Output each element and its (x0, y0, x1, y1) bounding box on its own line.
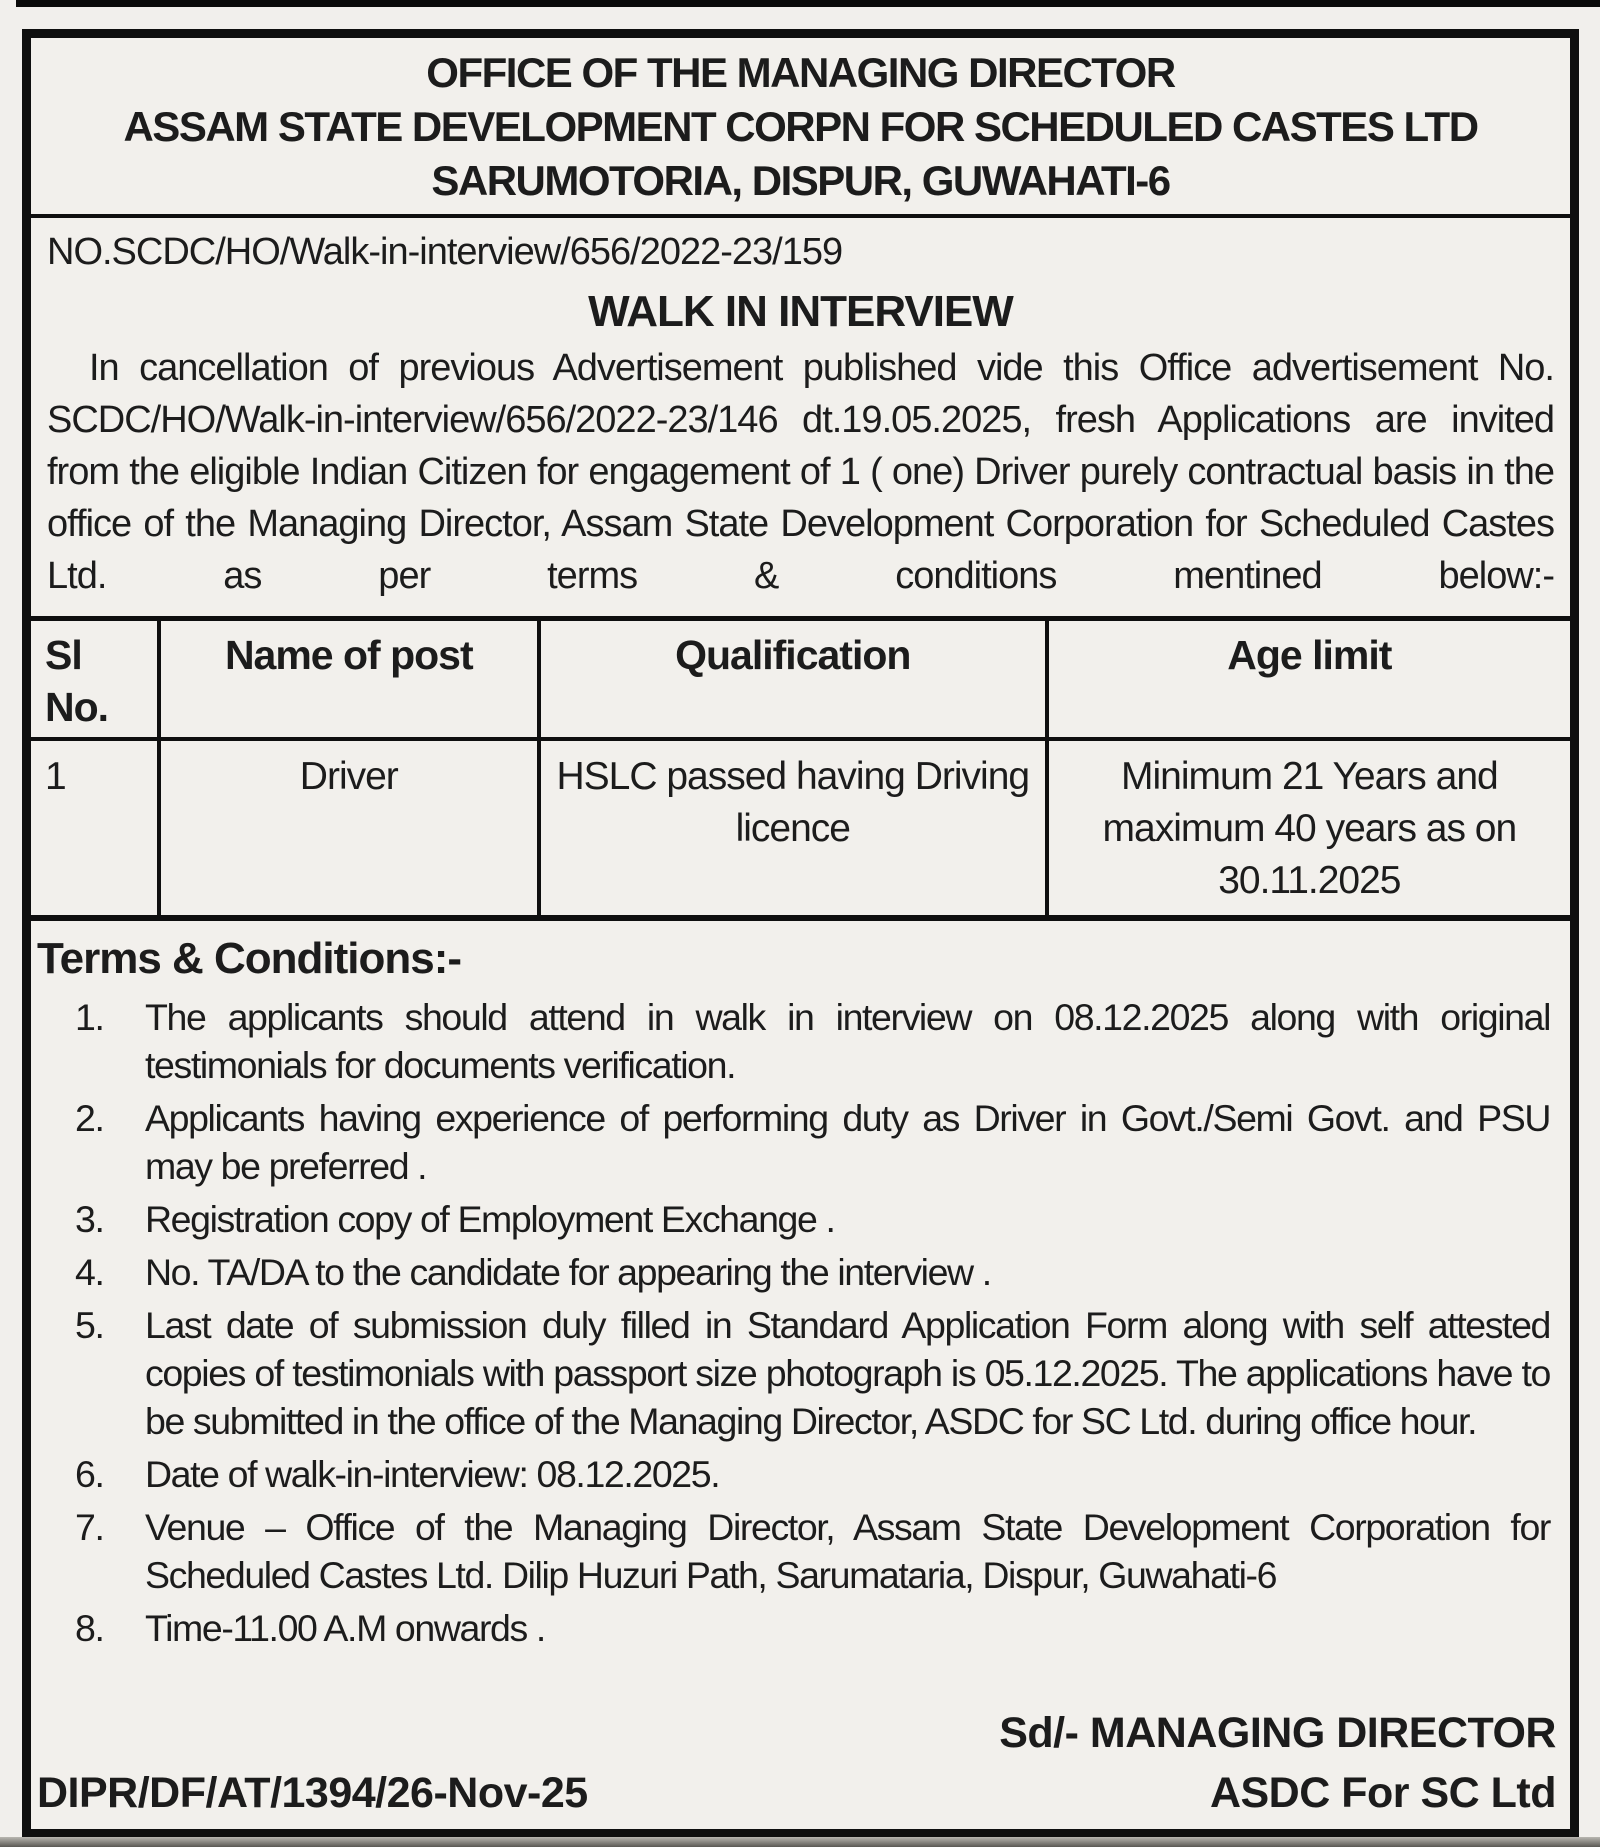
term-number: 1. (75, 996, 104, 1038)
notice-body (31, 218, 1570, 616)
signature-organisation: ASDC For SC Ltd (1209, 1769, 1556, 1817)
table-header-row (31, 619, 1570, 740)
office-header (31, 38, 1570, 214)
term-text: No. TA/DA to the candidate for appearing the interview . (145, 1251, 991, 1293)
term-item-7 (37, 1503, 1554, 1599)
term-number: 7. (75, 1506, 104, 1548)
dipr-reference: DIPR/DF/AT/1394/26-Nov-25 (37, 1769, 588, 1817)
advert-border-box (22, 29, 1579, 1838)
term-text: Registration copy of Employment Exchange . (145, 1198, 835, 1240)
term-item-8 (37, 1604, 1554, 1652)
term-text: Date of walk-in-interview: 08.12.2025. (145, 1453, 720, 1495)
intro-paragraph: In cancellation of previous Advertisement published vide this Office advertisement No. SCDC/HO/Walk-in-interview/656/2022-23/146 dt.19.05.2025, fresh Applications are invited from the eligible Indian Citizen for engagement of 1 ( one) Driver purely contractual basis in the office of the Managing Director, Assam State Development Corporation for Scheduled Castes Ltd. as per terms & conditions mentined below:- (47, 347, 1554, 597)
term-item-5 (37, 1301, 1554, 1445)
cell-qualification: HSLC passed having Driving licence (539, 739, 1047, 918)
term-text: The applicants should attend in walk in interview on 08.12.2025 along with original testimonials for documents verification. (145, 996, 1550, 1086)
notice-title: WALK IN INTERVIEW (588, 287, 1013, 336)
term-text: Venue – Office of the Managing Director, Assam State Development Corporation for Scheduled Castes Ltd. Dilip Huzuri Path, Sarumataria, Dispur, Guwahati-6 (145, 1506, 1550, 1596)
col-header-sl-no: Sl No. (31, 619, 159, 740)
top-edge-rule (16, 0, 1600, 7)
terms-heading: Terms & Conditions:- (37, 934, 462, 983)
term-number: 5. (75, 1304, 104, 1346)
term-number: 4. (75, 1251, 104, 1293)
term-text: Applicants having experience of performing duty as Driver in Govt./Semi Govt. and PSU may be preferred . (145, 1097, 1550, 1187)
signature-designation: Sd/- MANAGING DIRECTOR (999, 1709, 1556, 1757)
organisation-name: ASSAM STATE DEVELOPMENT CORPN FOR SCHEDULED CASTES LTD (123, 103, 1478, 150)
term-text: Last date of submission duly filled in Standard Application Form along with self attested copies of testimonials with passport size photograph is 05.12.2025. The applications have to be submitted in the office of the Managing Director, ASDC for SC Ltd. during office hour. (145, 1304, 1550, 1442)
col-header-age-limit: Age limit (1047, 619, 1570, 740)
organisation-address: SARUMOTORIA, DISPUR, GUWAHATI-6 (431, 157, 1170, 204)
term-item-1 (37, 993, 1554, 1089)
cell-post-name: Driver (159, 739, 539, 918)
cell-age-limit: Minimum 21 Years and maximum 40 years as on 30.11.2025 (1047, 739, 1570, 918)
vacancy-table (31, 616, 1570, 921)
term-item-4 (37, 1248, 1554, 1296)
table-row (31, 739, 1570, 918)
col-header-qualification: Qualification (539, 619, 1047, 740)
footer-row (37, 1767, 1556, 1819)
term-item-2 (37, 1094, 1554, 1190)
bottom-edge-strip (0, 1837, 1600, 1847)
footer-section (31, 1703, 1570, 1829)
cell-sl-no: 1 (45, 755, 66, 798)
term-number: 3. (75, 1198, 104, 1240)
term-item-6 (37, 1450, 1554, 1498)
term-number: 8. (75, 1607, 104, 1649)
terms-section (31, 921, 1570, 1703)
term-number: 2. (75, 1097, 104, 1139)
col-header-name-of-post: Name of post (159, 619, 539, 740)
reference-number: NO.SCDC/HO/Walk-in-interview/656/2022-23/159 (47, 231, 843, 273)
term-text: Time-11.00 A.M onwards . (145, 1607, 545, 1649)
office-title: OFFICE OF THE MANAGING DIRECTOR (426, 49, 1175, 96)
term-number: 6. (75, 1453, 104, 1495)
term-item-3 (37, 1195, 1554, 1243)
